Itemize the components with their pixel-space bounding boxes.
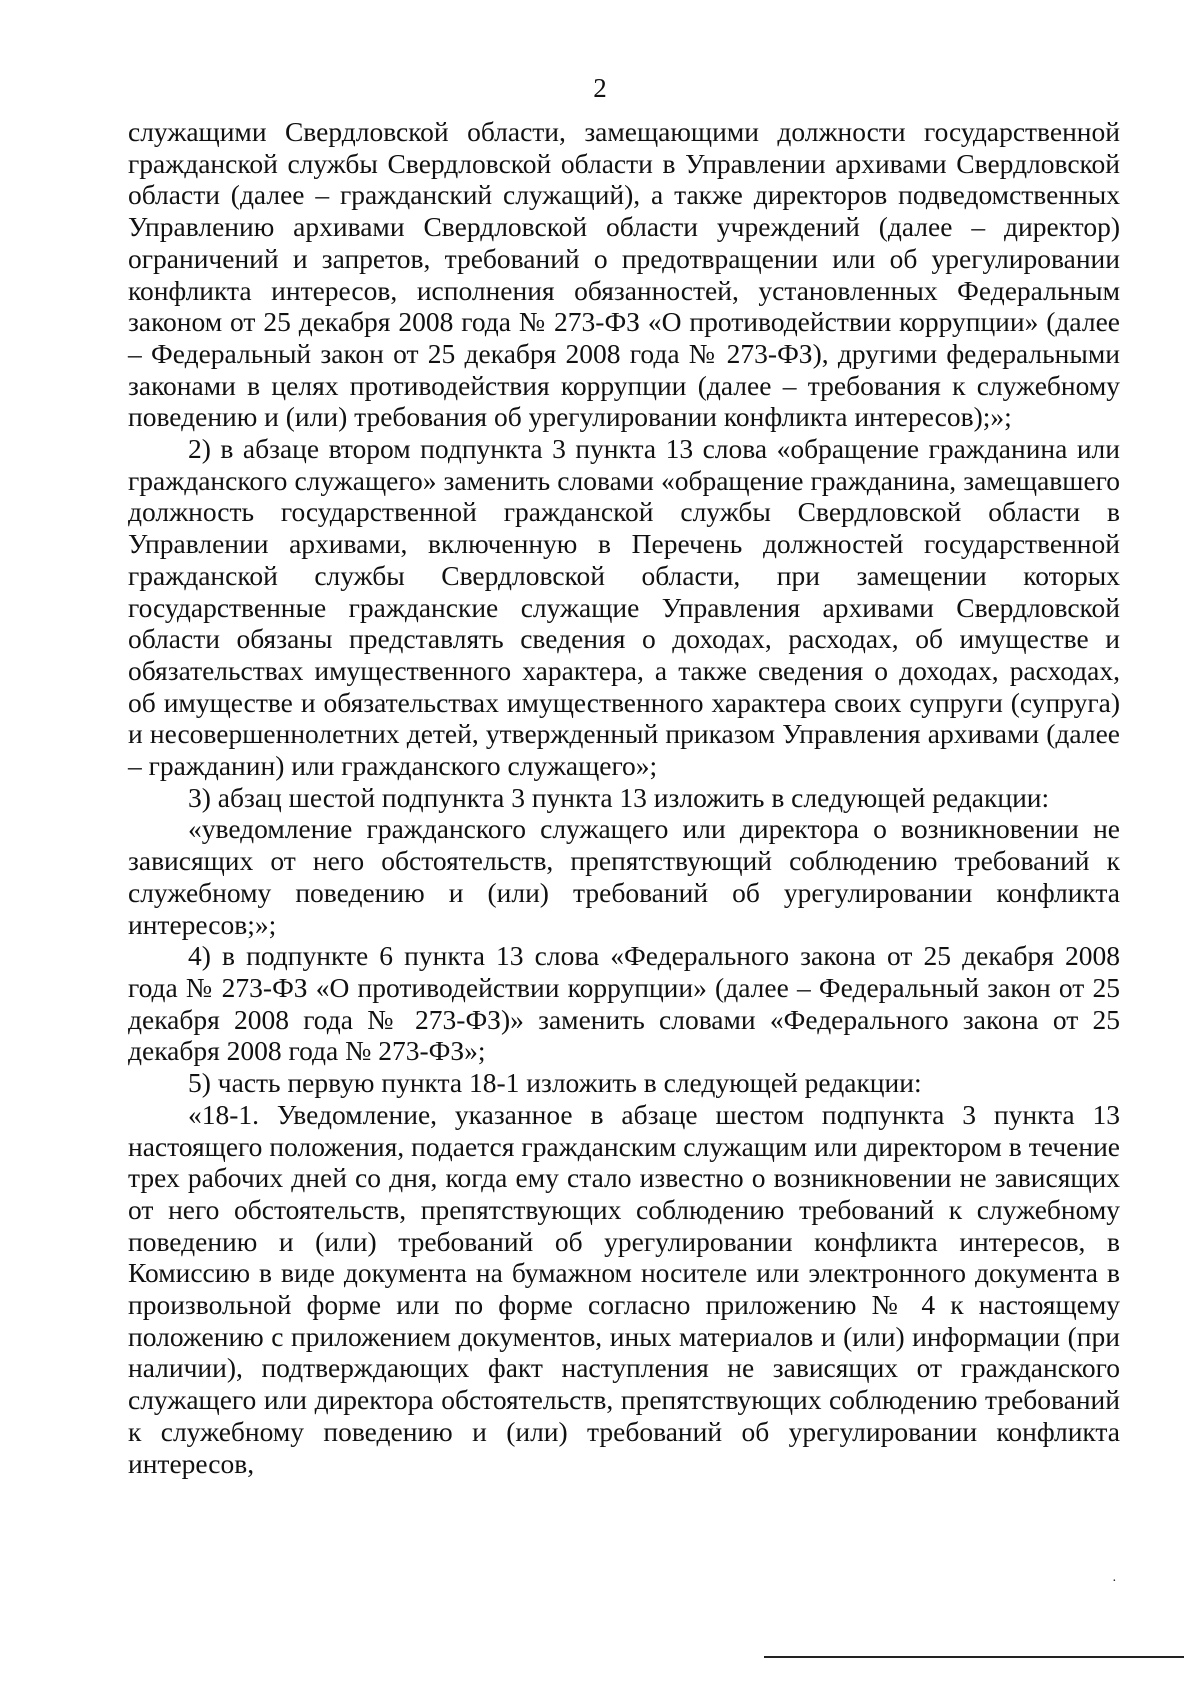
page-number: 2	[593, 73, 607, 103]
paragraph-item-3-text: «уведомление гражданского служащего или директора о возникновении не зависящих от него обстоятельств, препятствующий соблюдению требований к служебному поведению и (или) требований об урегулировании конфликта интересов;»;	[128, 813, 1120, 940]
paragraph-item-4: 4) в подпункте 6 пункта 13 слова «Федерального закона от 25 декабря 2008 года № 273-ФЗ «О противодействии коррупции» (далее – Федеральный закон от 25 декабря 2008 года № 273-ФЗ)» заменить словами «Федерального закона от 25 декабря 2008 года № 273-ФЗ»;	[128, 940, 1120, 1067]
footer-rule	[764, 1656, 1184, 1658]
paragraph-item-2: 2) в абзаце втором подпункта 3 пункта 13 слова «обращение гражданина или гражданского служащего» заменить словами «обращение гражданина, замещавшего должность государственной гражданской службы Свердловской области в Управлении архивами, включенную в Перечень должностей государственной гражданской службы Свердловской области, при замещении которых государственные гражданские служащие Управления архивами Свердловской области обязаны представлять сведения о доходах, расходах, об имуществе и обязательствах имущественного характера, а также сведения о доходах, расходах, об имуществе и обязательствах имущественного характера своих супруги (супруга) и несовершеннолетних детей, утвержденный приказом Управления архивами (далее – гражданин) или гражданского служащего»;	[128, 433, 1120, 782]
paragraph-item-3: 3) абзац шестой подпункта 3 пункта 13 изложить в следующей редакции:	[188, 781, 1050, 813]
paragraph-continuation: служащими Свердловской области, замещающими должности государственной гражданской службы Свердловской области в Управлении архивами Свердловской области (далее – гражданский служащий), а также директоров подведомственных Управлению архивами Свердловской области учреждений (далее – директор) ограничений и запретов, требований о предотвращении или об урегулировании конфликта интересов, исполнения обязанностей, установленных Федеральным законом от 25 декабря 2008 года № 273-ФЗ «О противодействии коррупции» (далее – Федеральный закон от 25 декабря 2008 года № 273-ФЗ), другими федеральными законами в целях противодействия коррупции (далее – требования к служебному поведению и (или) требования об урегулировании конфликта интересов);»;	[128, 116, 1120, 433]
scan-speck: ·	[1112, 1574, 1117, 1589]
paragraph-item-5-text: «18-1. Уведомление, указанное в абзаце шестом подпункта 3 пункта 13 настоящего положения, подается гражданским служащим или директором в течение трех рабочих дней со дня, когда ему стало известно о возникновении не зависящих от него обстоятельств, препятствующих соблюдению требований к служебному поведению и (или) требований об урегулировании конфликта интересов, в Комиссию в виде документа на бумажном носителе или электронного документа в произвольной форме или по форме согласно приложению № 4 к настоящему положению с приложением документов, иных материалов и (или) информации (при наличии), подтверждающих факт наступления не зависящих от гражданского служащего или директора обстоятельств, препятствующих соблюдению требований к служебному поведению и (или) требований об урегулировании конфликта интересов,	[128, 1098, 1120, 1479]
paragraph-item-5: 5) часть первую пункта 18-1 изложить в следующей редакции:	[188, 1067, 922, 1099]
document-body	[128, 116, 1120, 1479]
